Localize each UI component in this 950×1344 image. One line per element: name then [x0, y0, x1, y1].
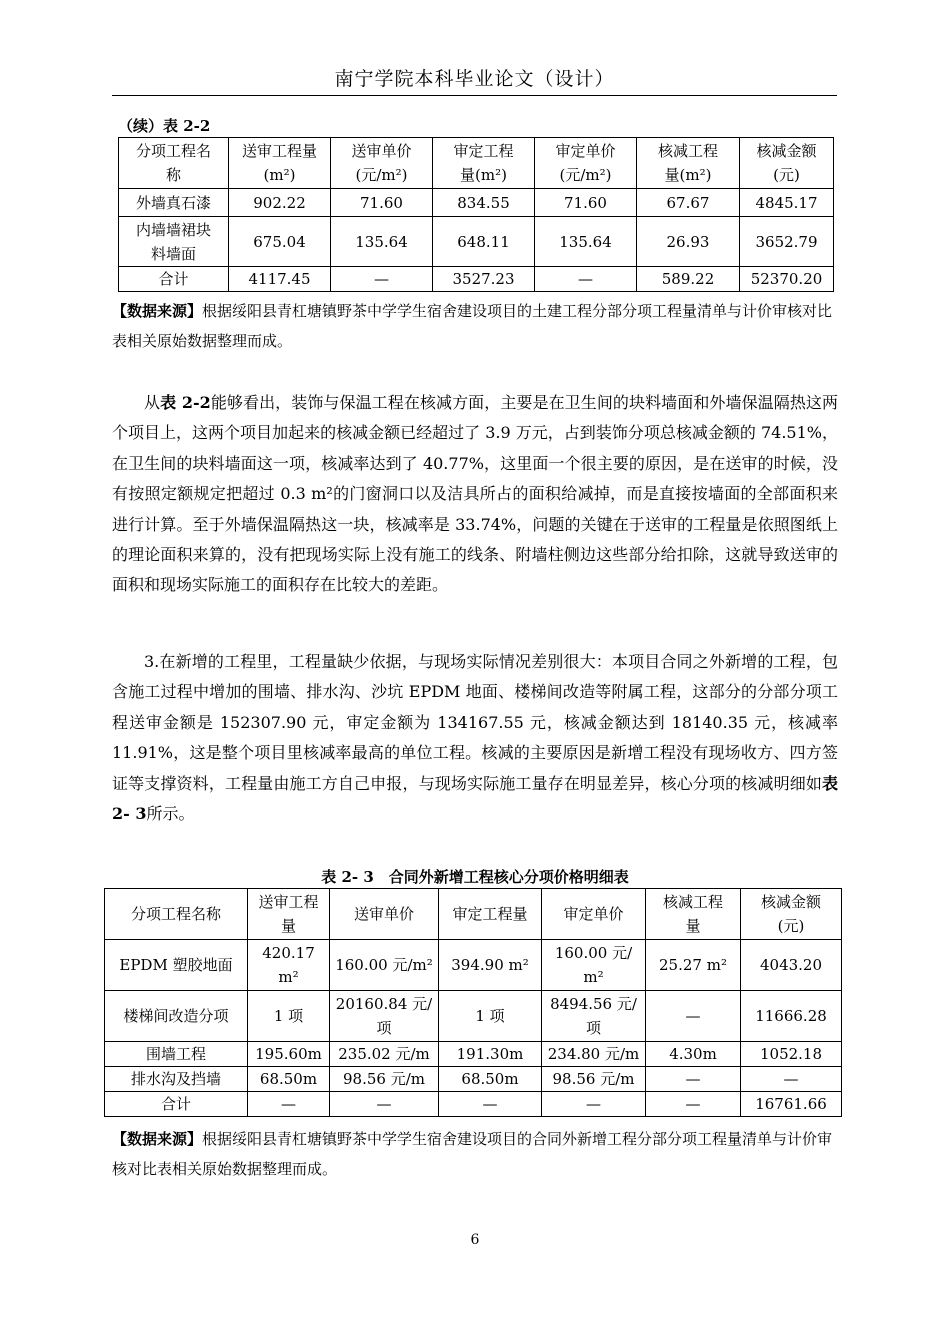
table-cell: 394.90 m²: [439, 940, 542, 991]
table1-header-row: [119, 138, 834, 189]
table-reference: 表 2-2: [160, 393, 211, 412]
body-paragraph-2: 3.在新增的工程里，工程量缺少依据，与现场实际情况差别很大：本项目合同之外新增的工程，包含施工过程中增加的围墙、排水沟、沙坑 EPDM 地面、楼梯间改造等附属工程，这部分的分部分项工程送审金额是 152307.90 元，审定金额为 134167.55 元，核减金额达到 18140.35 元，核减率 11.91%，这是整个项目里核减率最高的单位工程。核减的主要原因是新增工程没有现场收方、四方签证等支撑资料，工程量由施工方自己申报，与现场实际施工量存在明显差异，核心分项的核减明细如表 2- 3所示。: [112, 652, 838, 824]
table-cell: 16761.66: [741, 1092, 842, 1117]
table-cell: 235.02 元/m: [330, 1042, 439, 1067]
table2-source-note: [112, 1124, 838, 1184]
table-row: [105, 940, 842, 991]
table2: [104, 888, 842, 1117]
table-cell: 4845.17: [740, 189, 834, 217]
table-cell: 68.50m: [439, 1067, 542, 1092]
table-cell: 排水沟及挡墙: [105, 1067, 248, 1092]
table-cell: 160.00 元/ m²: [542, 940, 646, 991]
table-cell: 外墙真石漆: [119, 189, 229, 217]
table2-header-cell: 审定单价: [542, 889, 646, 940]
table-row: [119, 217, 834, 267]
table-cell: 20160.84 元/ 项: [330, 991, 439, 1042]
running-header: 南宁学院本科毕业论文（设计）: [334, 68, 615, 90]
table-cell: EPDM 塑胶地面: [105, 940, 248, 991]
table-cell: 135.64: [535, 217, 637, 267]
table-cell: 160.00 元/m²: [330, 940, 439, 991]
table-cell: 71.60: [535, 189, 637, 217]
table-cell: 675.04: [229, 217, 331, 267]
table-cell: 11666.28: [741, 991, 842, 1042]
table-cell: 68.50m: [248, 1067, 330, 1092]
table-cell: 4.30m: [646, 1042, 741, 1067]
table-cell: 135.64: [331, 217, 433, 267]
table-cell: 902.22: [229, 189, 331, 217]
table1-header-cell: 送审单价 (元/m²): [331, 138, 433, 189]
source-text: 根据绥阳县青杠塘镇野茶中学学生宿舍建设项目的土建工程分部分项工程量清单与计价审核对比表相关原始数据整理而成。: [112, 302, 833, 350]
table-cell: 834.55: [433, 189, 535, 217]
table-cell: —: [330, 1092, 439, 1117]
table-cell: 67.67: [637, 189, 740, 217]
table-cell: 合计: [119, 267, 229, 292]
table1-header-cell: 审定工程 量(m²): [433, 138, 535, 189]
table2-header-cell: 送审单价: [330, 889, 439, 940]
table1-source-note: [112, 296, 838, 356]
table-cell: 71.60: [331, 189, 433, 217]
table2-header-cell: 送审工程 量: [248, 889, 330, 940]
table1-header-cell: 分项工程名 称: [119, 138, 229, 189]
table1: [118, 137, 834, 292]
table-cell: 234.80 元/m: [542, 1042, 646, 1067]
header-rule: [112, 95, 837, 96]
table-row: [105, 1092, 842, 1117]
source-text: 根据绥阳县青杠塘镇野茶中学学生宿舍建设项目的合同外新增工程分部分项工程量清单与计价审核对比表相关原始数据整理而成。: [112, 1130, 833, 1178]
table-row: [105, 1042, 842, 1067]
table-cell: 420.17 m²: [248, 940, 330, 991]
table2-header-row: [105, 889, 842, 940]
source-tag: 【数据来源】: [112, 1130, 203, 1148]
table-cell: 1052.18: [741, 1042, 842, 1067]
table-cell: 98.56 元/m: [542, 1067, 646, 1092]
table-cell: —: [439, 1092, 542, 1117]
table-row: [119, 267, 834, 292]
table-cell: 195.60m: [248, 1042, 330, 1067]
table1-header-cell: 核减金额 (元): [740, 138, 834, 189]
table-cell: —: [542, 1092, 646, 1117]
source-tag: 【数据来源】: [112, 302, 203, 320]
table-cell: —: [646, 1092, 741, 1117]
table-cell: 3527.23: [433, 267, 535, 292]
table1-caption: （续）表 2-2: [118, 117, 211, 135]
table2-header-cell: 分项工程名称: [105, 889, 248, 940]
table-cell: 合计: [105, 1092, 248, 1117]
table2-caption: 表 2- 3 合同外新增工程核心分项价格明细表: [321, 868, 629, 886]
table-cell: 589.22: [637, 267, 740, 292]
table-cell: 围墙工程: [105, 1042, 248, 1067]
table-cell: 1 项: [439, 991, 542, 1042]
table-cell: 1 项: [248, 991, 330, 1042]
table-reference: 表 2- 3: [112, 773, 838, 824]
table-cell: 4043.20: [741, 940, 842, 991]
table-cell: 648.11: [433, 217, 535, 267]
page-number: 6: [470, 1232, 480, 1248]
body-paragraph-1: 从表 2-2能够看出，装饰与保温工程在核减方面，主要是在卫生间的块料墙面和外墙保温隔热这两个项目上，这两个项目加起来的核减金额已经超过了 3.9 万元，占到装饰分项总核减金额的 74.51%，在卫生间的块料墙面这一项，核减率达到了 40.77%，这里面一个很主要的原因，是在送审的时候，没有按照定额规定把超过 0.3 m²的门窗洞口以及洁具所占的面积给减掉，而是直接按墙面的全部面积来进行计算。至于外墙保温隔热这一块，核减率是 33.74%，问题的关键在于送审的工程量是依照图纸上的理论面积来算的，没有把现场实际上没有施工的线条、附墙柱侧边这些部分给扣除，这就导致送审的面积和现场实际施工的面积存在比较大的差距。: [112, 393, 838, 595]
table-cell: —: [646, 991, 741, 1042]
table-cell: 98.56 元/m: [330, 1067, 439, 1092]
table-cell: 52370.20: [740, 267, 834, 292]
table-cell: 3652.79: [740, 217, 834, 267]
table-cell: 25.27 m²: [646, 940, 741, 991]
table-row: [105, 991, 842, 1042]
table-cell: —: [331, 267, 433, 292]
table-cell: 4117.45: [229, 267, 331, 292]
table-cell: 191.30m: [439, 1042, 542, 1067]
table-row: [105, 1067, 842, 1092]
table-cell: 26.93: [637, 217, 740, 267]
table2-header-cell: 审定工程量: [439, 889, 542, 940]
table1-header-cell: 审定单价 (元/m²): [535, 138, 637, 189]
table1-header-cell: 核减工程 量(m²): [637, 138, 740, 189]
table-row: [119, 189, 834, 217]
table-cell: 楼梯间改造分项: [105, 991, 248, 1042]
table-cell: 8494.56 元/ 项: [542, 991, 646, 1042]
table-cell: 内墙墙裙块 料墙面: [119, 217, 229, 267]
table-cell: —: [646, 1067, 741, 1092]
table-cell: —: [535, 267, 637, 292]
table-cell: —: [741, 1067, 842, 1092]
table2-header-cell: 核减金额 (元): [741, 889, 842, 940]
table1-header-cell: 送审工程量 (m²): [229, 138, 331, 189]
table2-header-cell: 核减工程 量: [646, 889, 741, 940]
table-cell: —: [248, 1092, 330, 1117]
